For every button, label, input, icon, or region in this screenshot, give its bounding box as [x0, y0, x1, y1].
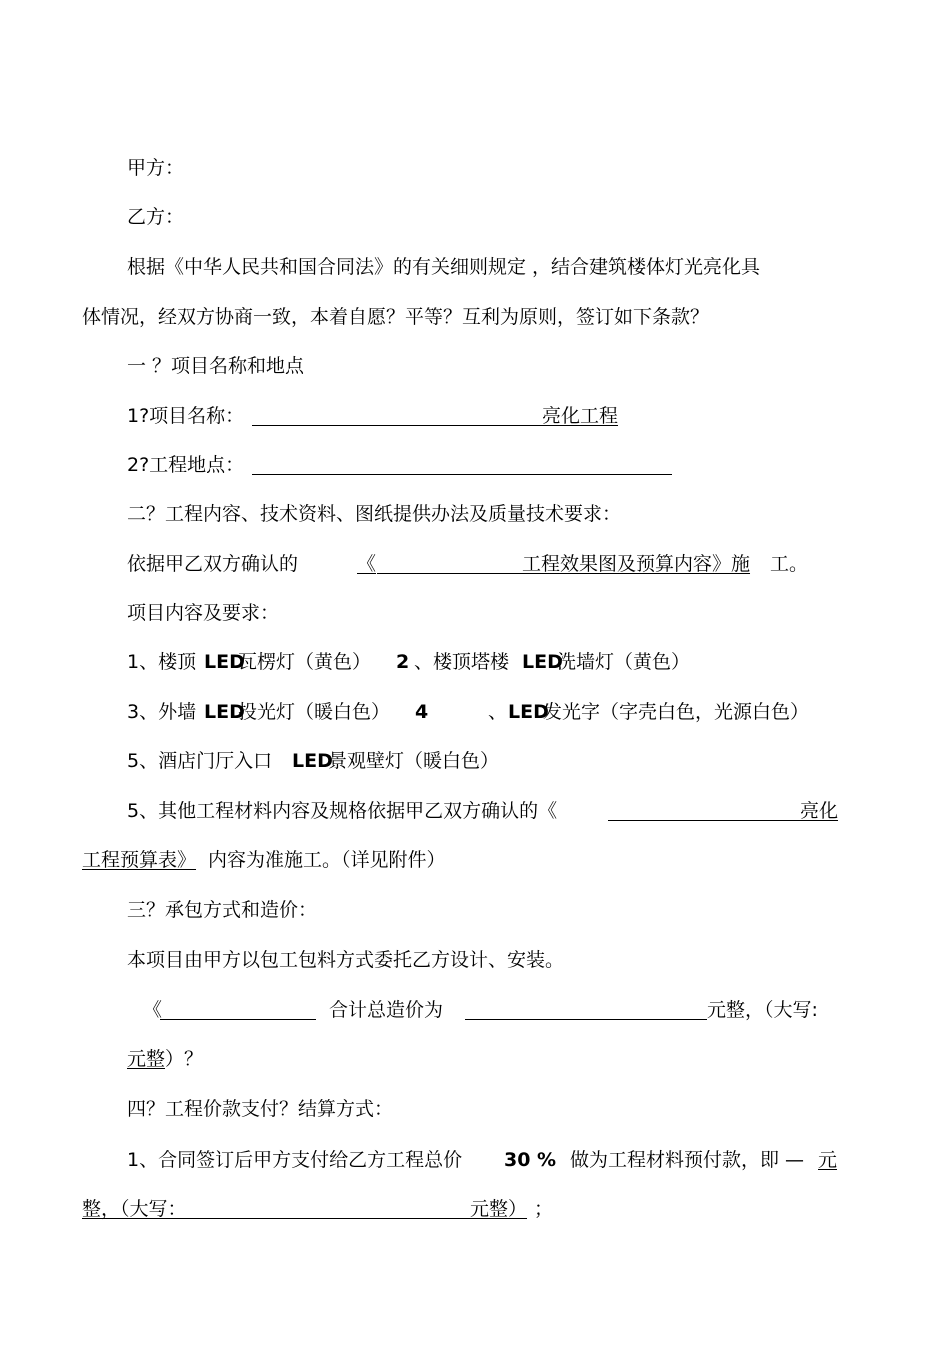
- basis-line: [0, 550, 950, 578]
- item-line-1: [0, 648, 950, 676]
- item-2-number: 2: [396, 651, 410, 673]
- section-2-heading: 二？工程内容、技术资料、图纸提供办法及质量技术要求：: [127, 503, 622, 525]
- other-materials-line-2: [0, 846, 950, 874]
- project-location-blank[interactable]: [252, 474, 672, 475]
- project-location-label: 2?工程地点：: [127, 454, 245, 476]
- item-2-text-a: 、楼顶塔楼: [414, 651, 510, 673]
- item-1-text-a: 1、楼顶: [127, 651, 197, 673]
- item-4-led: LED: [508, 701, 549, 723]
- payment-middle: 做为工程材料预付款，即 —: [570, 1149, 805, 1171]
- payment-line-end: ；: [534, 1198, 554, 1220]
- item-5-led: LED: [292, 750, 333, 772]
- intro-text-1: 根据《中华人民共和国合同法》的有关细则规定 ，结合建筑楼体灯光亮化具: [127, 256, 761, 278]
- item-3-text-a: 3、外墙: [127, 701, 197, 723]
- payment-capital-suffix: 元整）: [470, 1198, 528, 1220]
- item-2-text-c: 洗墙灯（黄色）: [557, 651, 691, 673]
- project-location-line: [0, 451, 950, 479]
- basis-document: 工程效果图及预算内容》施: [522, 553, 751, 575]
- project-name-line: [0, 402, 950, 430]
- item-1-led: LED: [204, 651, 245, 673]
- payment-capital-blank[interactable]: [186, 1218, 470, 1219]
- section-1-title: [0, 352, 950, 380]
- item-3-text-c: 投光灯（暖白色）: [238, 701, 391, 723]
- contract-method-text: 本项目由甲方以包工包料方式委托乙方设计、安装。: [127, 949, 565, 971]
- price-line-2-end: ）？: [165, 1048, 204, 1070]
- other-materials-suffix: 亮化: [800, 800, 839, 822]
- basis-end: 工。: [770, 553, 809, 575]
- section-1-heading: 一 ？项目名称和地点: [127, 355, 305, 377]
- item-line-2: [0, 698, 950, 726]
- party-a-line: [0, 154, 950, 182]
- section-4-heading: 四？工程价款支付？结算方式：: [127, 1098, 394, 1120]
- section-4-title: [0, 1095, 950, 1123]
- basis-prefix: 依据甲乙双方确认的: [127, 553, 299, 575]
- payment-capital-label: 整，（大写：: [82, 1198, 187, 1220]
- item-5-text-a: 5、酒店门厅入口: [127, 750, 273, 772]
- item-1-text-c: 瓦楞灯（黄色）: [238, 651, 372, 673]
- payment-line-1: [0, 1146, 950, 1174]
- party-a-label: 甲方：: [127, 157, 185, 179]
- project-name-blank[interactable]: [252, 425, 542, 426]
- budget-table-doc: 工程预算表》: [82, 849, 197, 871]
- party-b-label: 乙方：: [127, 206, 185, 228]
- item-4-text-c: 发光字（字壳白色，光源白色）: [543, 701, 810, 723]
- payment-prefix: 1、合同签订后甲方支付给乙方工程总价: [127, 1149, 463, 1171]
- total-price-line-2: [0, 1045, 950, 1073]
- payment-unit: 元: [818, 1149, 838, 1171]
- price-name-blank[interactable]: [160, 1019, 316, 1020]
- total-price-suffix: 元整，（大写:: [707, 999, 818, 1021]
- section-3-title: [0, 896, 950, 924]
- basis-blank[interactable]: [377, 573, 522, 574]
- total-price-label: 合计总造价为: [329, 999, 444, 1021]
- intro-text-2: 体情况，经双方协商一致，本着自愿？平等？互利为原则，签订如下条款？: [82, 306, 710, 328]
- intro-line-2: [0, 303, 950, 331]
- content-title-line: [0, 599, 950, 627]
- payment-line-2: [0, 1195, 950, 1223]
- intro-line-1: [0, 253, 950, 281]
- item-5-text-c: 景观壁灯（暖白色）: [328, 750, 500, 772]
- total-price-blank[interactable]: [465, 1019, 707, 1020]
- content-title: 项目内容及要求：: [127, 602, 280, 624]
- item-4-text-a: 、: [488, 701, 508, 723]
- project-name-label: 1?项目名称：: [127, 405, 245, 427]
- price-open-bracket: 《: [143, 999, 163, 1021]
- item-2-led: LED: [522, 651, 563, 673]
- basis-open-bracket: 《: [357, 553, 377, 575]
- other-materials-prefix: 5、其他工程材料内容及规格依据甲乙双方确认的《: [127, 800, 558, 822]
- other-materials-line-1: [0, 797, 950, 825]
- other-materials-blank[interactable]: [608, 820, 800, 821]
- price-line-2-unit: 元整: [127, 1048, 166, 1070]
- item-3-led: LED: [204, 701, 245, 723]
- section-3-heading: 三？承包方式和造价：: [127, 899, 318, 921]
- contract-method-line: [0, 946, 950, 974]
- item-4-number: 4: [415, 701, 429, 723]
- total-price-line: [0, 996, 950, 1024]
- item-line-3: [0, 747, 950, 775]
- project-name-suffix: 亮化工程: [542, 405, 619, 427]
- payment-percent: 30 %: [504, 1149, 557, 1171]
- section-2-title: [0, 500, 950, 528]
- other-materials-rest: 内容为准施工。（详见附件）: [208, 849, 446, 871]
- party-b-line: [0, 203, 950, 231]
